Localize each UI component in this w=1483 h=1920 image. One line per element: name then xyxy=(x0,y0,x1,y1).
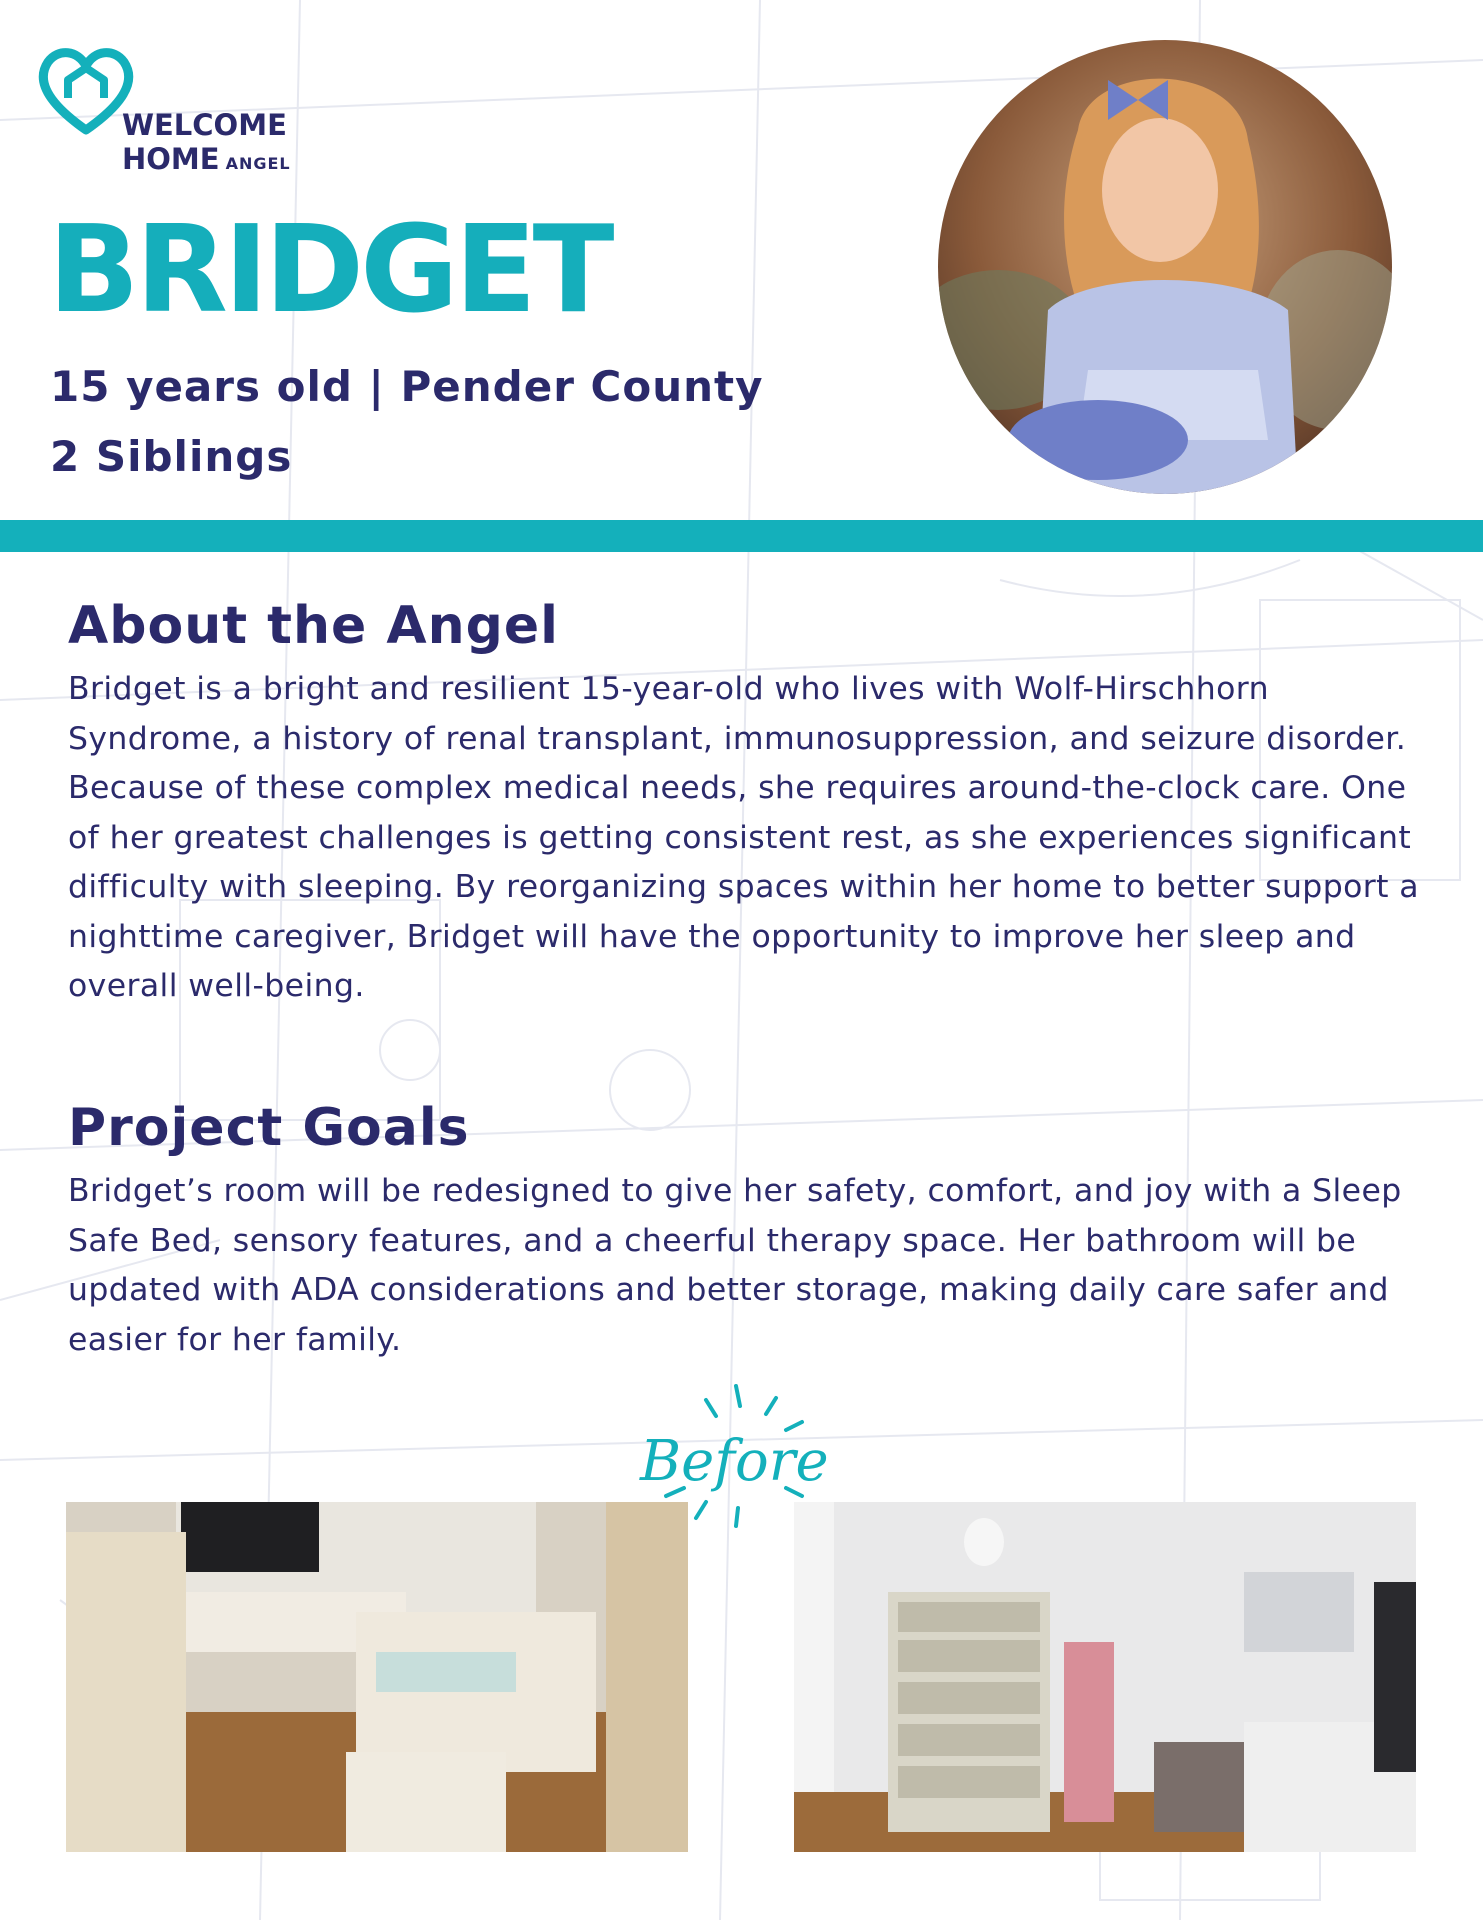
section-divider-bar xyxy=(0,520,1483,552)
about-heading: About the Angel xyxy=(68,596,559,656)
goals-body: Bridget’s room will be redesigned to give her safety, comfort, and joy with a Sleep Safe Bed, sensory features, and a cheerful therapy space. Her bathroom will be updated with ADA considerations and better storage, making daily care safer and easier for her family. xyxy=(68,1173,1402,1358)
brand-home-text: HOME xyxy=(122,142,220,176)
brand-angel-text: ANGEL xyxy=(225,154,291,173)
portrait-photo xyxy=(938,40,1392,494)
before-photo-dresser xyxy=(794,1502,1416,1852)
brand-wordmark xyxy=(122,108,291,181)
siblings-info: 2 Siblings xyxy=(50,432,293,481)
angel-name: BRIDGET xyxy=(48,201,611,340)
about-body: Bridget is a bright and resilient 15-year-old who lives with Wolf-Hirschhorn Syndrome, a history of renal transplant, immunosuppression, and seizure disorder. Because of these complex medical needs, she requires around-the-clock care. One of her greatest challenges is getting consistent rest, as she experiences significant difficulty with sleeping. By reorganizing spaces within her home to better support a nighttime caregiver, Bridget will have the opportunity to improve her sleep and overall well-being. xyxy=(68,671,1419,1004)
before-text: Before xyxy=(640,1429,829,1494)
brand-line-1: WELCOME xyxy=(122,108,287,142)
before-photo-bedroom xyxy=(66,1502,688,1852)
age-county-info: 15 years old | Pender County xyxy=(50,362,764,411)
goals-heading: Project Goals xyxy=(68,1098,470,1158)
heart-house-icon xyxy=(36,40,136,140)
brand-logo xyxy=(36,40,326,180)
brand-line-2 xyxy=(122,142,291,181)
